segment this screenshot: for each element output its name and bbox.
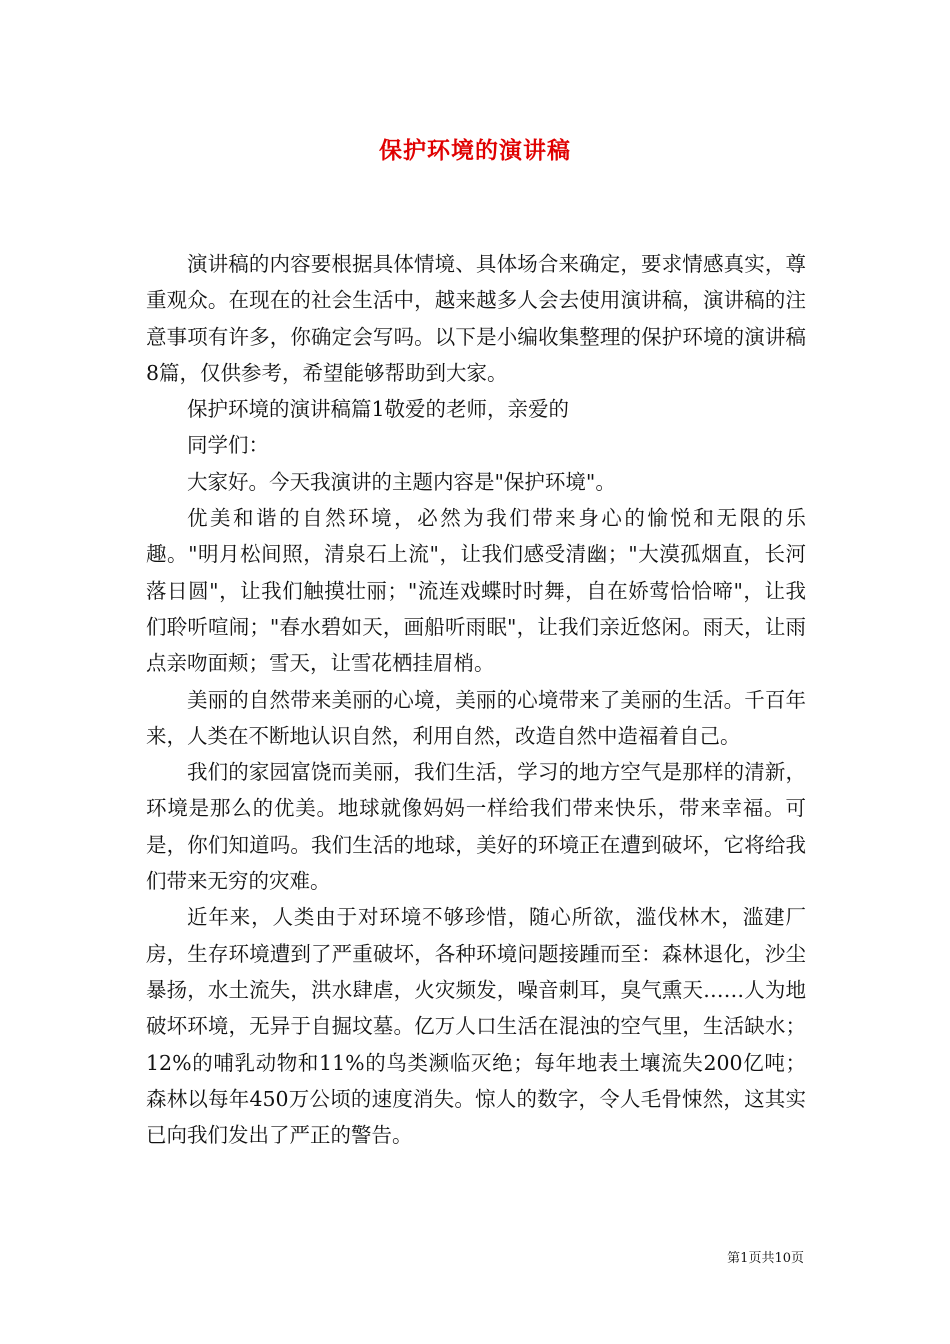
page-footer: 第1页共10页 — [727, 1251, 804, 1266]
paragraph-nature: 优美和谐的自然环境，必然为我们带来身心的愉悦和无限的乐趣。"明月松间照，清泉石上流"，让我们感受清幽；"大漠孤烟直，长河落日圆"，让我们触摸壮丽；"流连戏蝶时时舞，自在娇莺恰恰啼"，让我们聆听喧闹；"春水碧如天，画船听雨眠"，让我们亲近悠闲。雨天，让雨点亲吻面颊；雪天，让雪花栖挂眉梢。 — [146, 506, 806, 676]
paragraph-speech-heading: 保护环境的演讲稿篇1敬爱的老师，亲爱的 — [187, 397, 570, 422]
paragraph-beauty: 美丽的自然带来美丽的心境，美丽的心境带来了美丽的生活。千百年来，人类在不断地认识自然，利用自然，改造自然中造福着自己。 — [146, 687, 806, 748]
document-body — [146, 246, 806, 1153]
paragraph-greeting: 大家好。今天我演讲的主题内容是"保护环境"。 — [187, 469, 616, 494]
paragraph-damage: 近年来，人类由于对环境不够珍惜，随心所欲，滥伐林木，滥建厂房，生存环境遭到了严重破坏，各种环境问题接踵而至：森林退化，沙尘暴扬，水土流失，洪水肆虐，火灾频发，噪音刺耳，臭气熏天……人为地破坏环境，无异于自掘坟墓。亿万人口生活在混浊的空气里，生活缺水；12%的哺乳动物和11%的鸟类濒临灭绝；每年地表土壤流失200亿吨；森林以每年450万公顷的速度消失。惊人的数字，令人毛骨悚然，这其实已向我们发出了严正的警告。 — [146, 905, 806, 1148]
paragraph-salutation: 同学们： — [187, 433, 269, 458]
page-title: 保护环境的演讲稿 — [379, 137, 571, 164]
paragraph-homeland: 我们的家园富饶而美丽，我们生活，学习的地方空气是那样的清新，环境是那么的优美。地球就像妈妈一样给我们带来快乐，带来幸福。可是，你们知道吗。我们生活的地球，美好的环境正在遭到破坏，它将给我们带来无穷的灾难。 — [146, 760, 806, 894]
paragraph-intro: 演讲稿的内容要根据具体情境、具体场合来确定，要求情感真实，尊重观众。在现在的社会生活中，越来越多人会去使用演讲稿，演讲稿的注意事项有许多，你确定会写吗。以下是小编收集整理的保护环境的演讲稿8篇，仅供参考，希望能够帮助到大家。 — [146, 252, 806, 385]
